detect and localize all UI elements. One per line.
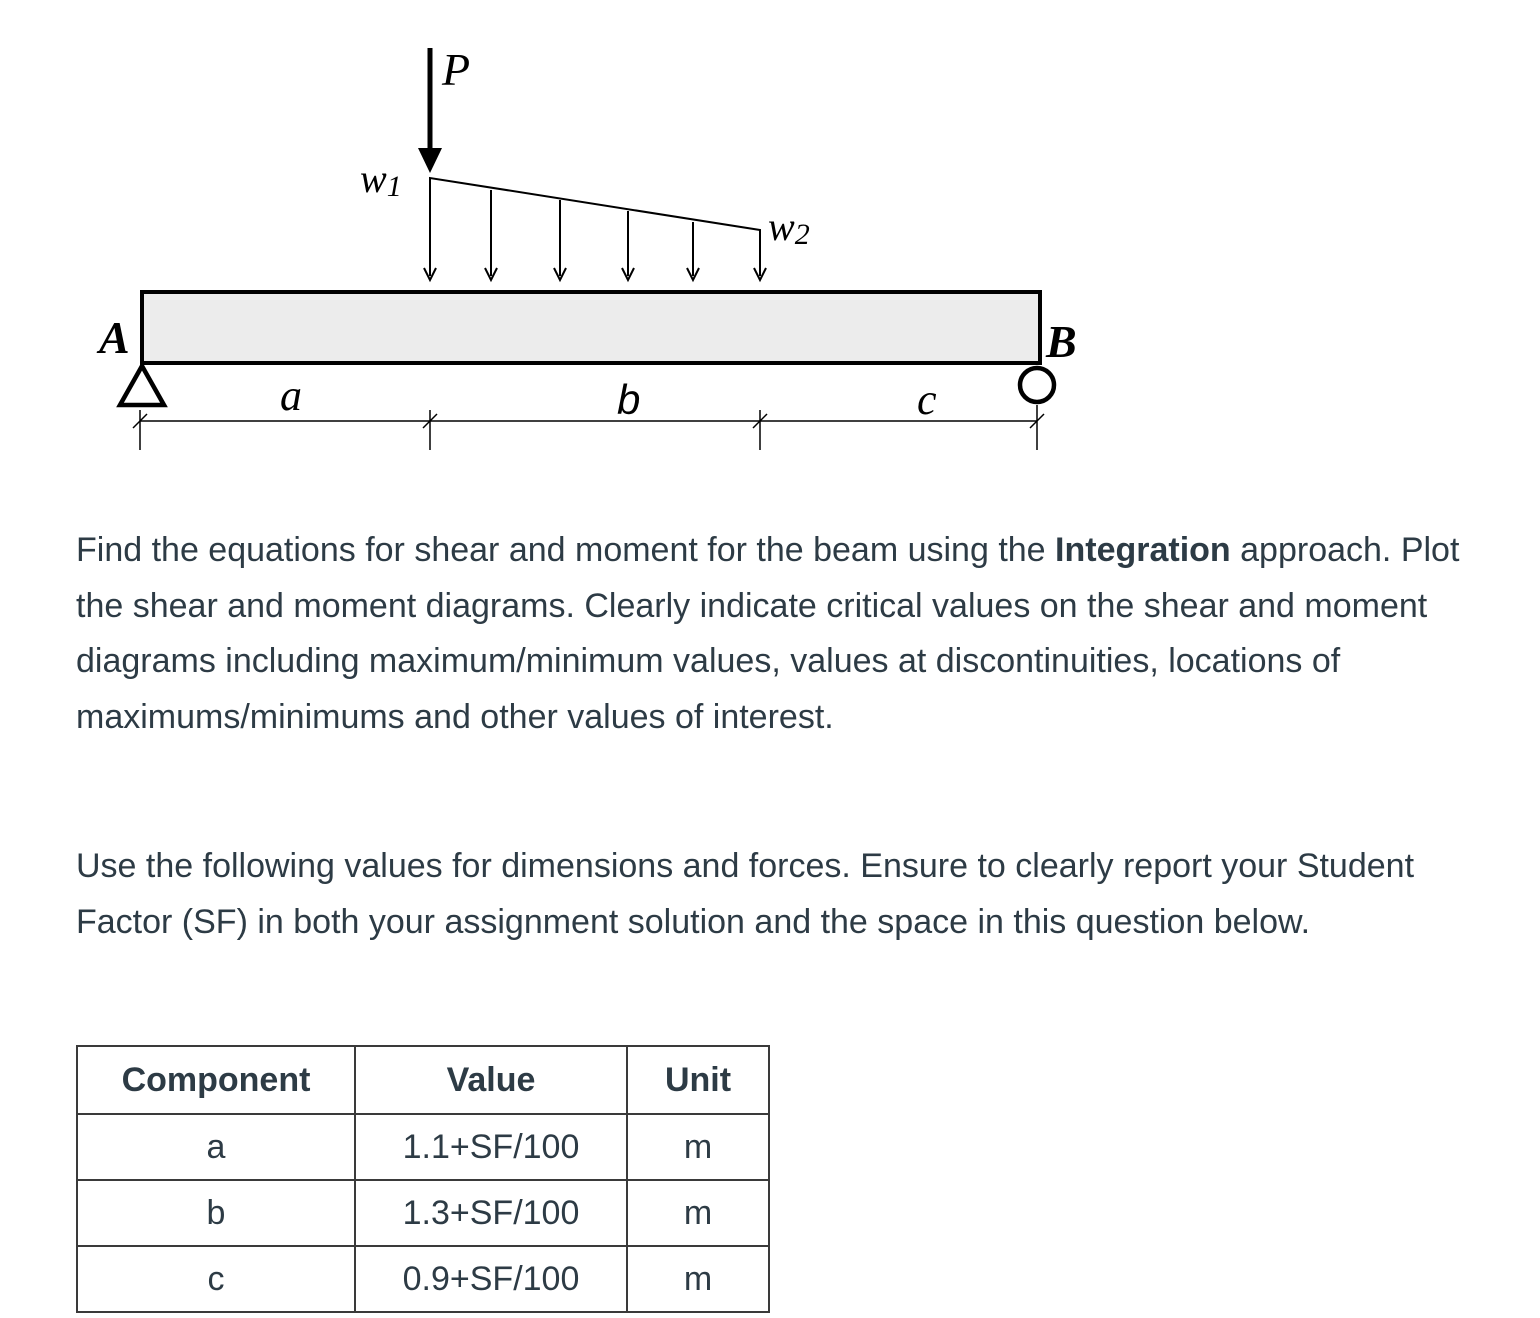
label-dim-b: b	[617, 376, 641, 423]
label-dim-c: c	[917, 375, 937, 424]
header-unit: Unit	[627, 1046, 769, 1114]
label-p: P	[442, 44, 471, 95]
label-w2-subscript: 2	[794, 218, 810, 251]
table-row	[77, 1246, 769, 1312]
cell-component: a	[77, 1114, 355, 1180]
cell-component: b	[77, 1180, 355, 1246]
values-table	[76, 1045, 770, 1313]
label-support-a: A	[99, 312, 130, 363]
cell-value: 1.3+SF/100	[355, 1180, 627, 1246]
dimension-line	[133, 405, 1044, 450]
label-support-b: B	[1046, 316, 1077, 367]
problem-statement-part1: Find the equations for shear and moment for the beam using the	[76, 531, 1056, 569]
problem-statement	[76, 523, 1496, 745]
cell-component: c	[77, 1246, 355, 1312]
beam	[142, 292, 1040, 363]
label-w1	[360, 156, 402, 203]
pin-support-a	[120, 366, 164, 405]
distributed-load	[424, 178, 766, 280]
roller-support-b	[1020, 368, 1054, 402]
cell-value: 1.1+SF/100	[355, 1114, 627, 1180]
cell-value: 0.9+SF/100	[355, 1246, 627, 1312]
header-value: Value	[355, 1046, 627, 1114]
label-w1-letter: w	[360, 156, 387, 201]
values-instructions: Use the following values for dimensions and forces. Ensure to clearly report your Student Factor (SF) in both your assignment solution and the space in this question below.	[76, 847, 1415, 941]
problem-statement-bold: Integration	[1055, 531, 1231, 569]
cell-unit: m	[627, 1180, 769, 1246]
label-dim-a: a	[280, 371, 302, 420]
cell-unit: m	[627, 1246, 769, 1312]
table-header-row	[77, 1046, 769, 1114]
label-w2	[768, 204, 810, 251]
beam-diagram	[0, 0, 1540, 470]
cell-unit: m	[627, 1114, 769, 1180]
label-w2-letter: w	[768, 204, 795, 249]
problem-statement-part2: approach. Plot the shear and moment diagrams. Clearly indicate critical values on the shear and moment diagrams including maximum/minimum values, values at discontinuities, locations of maximums/minimums and other values of interest.	[76, 531, 1460, 736]
label-w1-subscript: 1	[386, 170, 402, 203]
table-row	[77, 1114, 769, 1180]
table-row	[77, 1180, 769, 1246]
header-component: Component	[77, 1046, 355, 1114]
